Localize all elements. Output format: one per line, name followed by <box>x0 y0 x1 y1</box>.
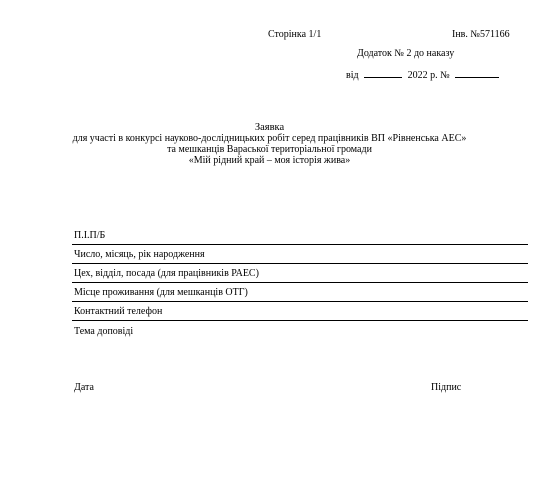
page-number: Сторінка 1/1 <box>268 29 322 40</box>
inventory-number: Інв. №571166 <box>452 29 510 40</box>
title-line-1: для участі в конкурсі науково-дослідницьких робіт серед працівників ВП «Рівненська АЕС» <box>72 133 467 144</box>
application-heading: Заявка <box>254 122 285 133</box>
field-label: Тема доповіді <box>74 326 134 337</box>
title-line-3: «Мій рідний край – моя історія жива» <box>188 155 351 166</box>
application-title-block <box>0 122 539 166</box>
field-label: Цех, відділ, посада (для працівників РАЕС) <box>74 268 259 279</box>
order-date-blank <box>364 68 402 78</box>
order-reference-line <box>346 68 499 82</box>
date-label: Дата <box>74 382 94 393</box>
field-contact-phone[interactable] <box>72 302 528 321</box>
field-label: Число, місяць, рік народження <box>74 249 205 260</box>
order-number-blank <box>455 68 499 78</box>
addendum-label: Додаток № 2 до наказу <box>357 48 455 59</box>
title-line-2: та мешканців Вараської територіальної громади <box>167 144 372 155</box>
order-year-label: 2022 р. № <box>407 70 450 81</box>
field-department-position[interactable] <box>72 264 528 283</box>
field-label: П.І.П/Б <box>74 230 106 241</box>
field-report-topic[interactable] <box>72 321 528 340</box>
field-label: Контактний телефон <box>74 306 163 317</box>
field-full-name[interactable] <box>72 226 528 245</box>
form-fields <box>72 226 528 340</box>
field-label: Місце проживання (для мешканців ОТГ) <box>74 287 248 298</box>
field-birth-date[interactable] <box>72 245 528 264</box>
field-residence[interactable] <box>72 283 528 302</box>
signature-label: Підпис <box>431 382 462 393</box>
order-from-prefix: від <box>346 70 359 81</box>
